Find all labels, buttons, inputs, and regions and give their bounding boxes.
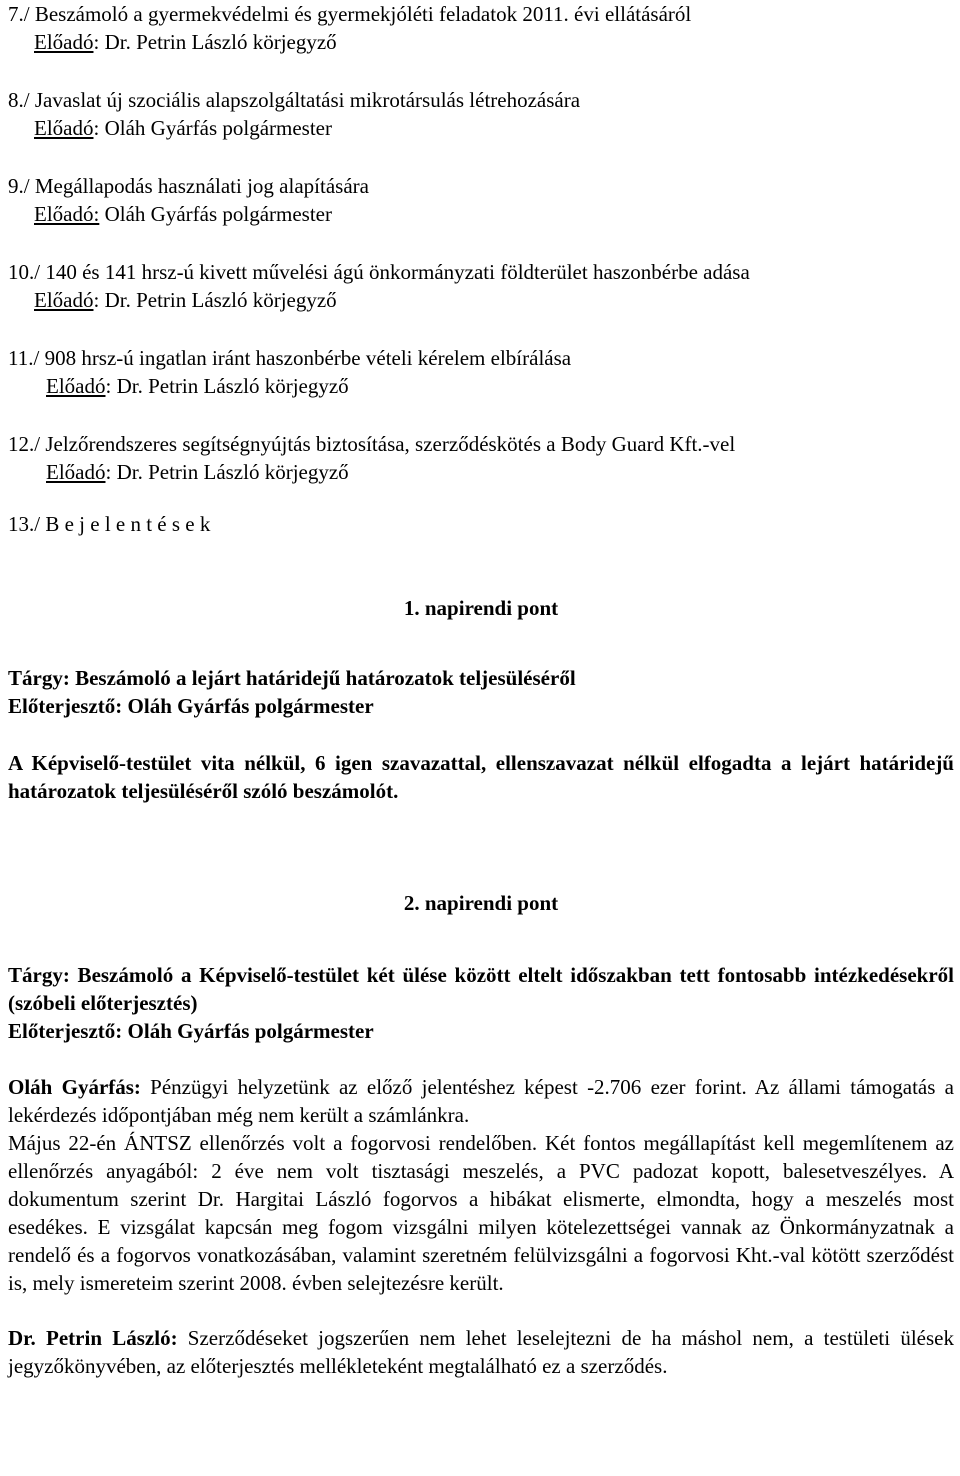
point-1-presenter: Előterjesztő: Oláh Gyárfás polgármester xyxy=(8,694,374,718)
agenda-item-8 xyxy=(8,86,954,142)
speaker-2-paragraph xyxy=(8,1324,954,1380)
agenda-item-10 xyxy=(8,258,954,314)
agenda-item-presenter: Előadó: Oláh Gyárfás polgármester xyxy=(34,116,332,140)
speaker-1-name: Oláh Gyárfás: xyxy=(8,1075,141,1099)
agenda-item-presenter: Előadó: Dr. Petrin László körjegyző xyxy=(34,30,337,54)
point-2-subject: Tárgy: Beszámoló a Képviselő-testület két ülése között eltelt időszakban tett fontosabb intézkedésekről (szóbeli előterjesztés) xyxy=(8,963,954,1015)
speaker-2-text: Szerződéseket jogszerűen nem lehet leselejtezni de ha máshol nem, a testületi ülések jegyzőkönyvében, az előterjesztés mellékleteként megtalálható ez a szerződés. xyxy=(8,1326,954,1378)
speaker-2-name: Dr. Petrin László: xyxy=(8,1326,178,1350)
agenda-item-13: 13./ B e j e l e n t é s e k xyxy=(8,512,211,536)
point-2-heading: 2. napirendi pont xyxy=(403,891,559,915)
agenda-item-title: 12./ Jelzőrendszeres segítségnyújtás biztosítása, szerződéskötés a Body Guard Kft.-vel xyxy=(8,432,736,456)
agenda-item-11 xyxy=(8,344,954,400)
agenda-item-presenter: Előadó: Oláh Gyárfás polgármester xyxy=(34,202,332,226)
speaker-1-paragraph-2: Május 22-én ÁNTSZ ellenőrzés volt a fogorvosi rendelőben. Két fontos megállapítást kell megemlítenem az ellenőrzés anyagából: 2 éve nem volt tisztasági meszelés, a PVC padozat kopott, balesetveszélyes. A dokumentum szerint Dr. Hargitai László fogorvos a hibákat elismerte, elmondta, hogy a meszelés most esedékes. E vizsgálat kapcsán meg fogom vizsgálni milyen kötelezettségei vannak az Önkormányzatnak a rendelő és a fogorvos vonatkozásában, valamint szeretném felülvizsgálni a fogorvosi Kht.-val kötött szerződést is, mely ismereteim szerint 2008. évben selejtezésre került. xyxy=(8,1131,954,1295)
point-1-heading: 1. napirendi pont xyxy=(403,596,559,620)
speaker-1-text: Pénzügyi helyzetünk az előző jelentéshez képest -2.706 ezer forint. Az állami támogatás a lekérdezés időpontjában még nem került a számlánkra. xyxy=(8,1075,954,1127)
point-2-presenter: Előterjesztő: Oláh Gyárfás polgármester xyxy=(8,1019,374,1043)
agenda-list xyxy=(8,0,954,538)
agenda-item-9 xyxy=(8,172,954,228)
document-page xyxy=(8,0,954,1380)
agenda-item-title: 9./ Megállapodás használati jog alapítására xyxy=(8,174,369,198)
agenda-item-presenter: Előadó: Dr. Petrin László körjegyző xyxy=(46,460,349,484)
point-1-subject: Tárgy: Beszámoló a lejárt határidejű határozatok teljesüléséről xyxy=(8,666,576,690)
agenda-item-presenter: Előadó: Dr. Petrin László körjegyző xyxy=(46,374,349,398)
agenda-item-title: 8./ Javaslat új szociális alapszolgáltatási mikrotársulás létrehozására xyxy=(8,88,581,112)
agenda-item-presenter: Előadó: Dr. Petrin László körjegyző xyxy=(34,288,337,312)
agenda-item-12 xyxy=(8,430,954,486)
agenda-item-7 xyxy=(8,0,954,56)
point-1-decision: A Képviselő-testület vita nélkül, 6 igen szavazattal, ellenszavazat nélkül elfogadta a lejárt határidejű határozatok teljesüléséről szóló beszámolót. xyxy=(8,751,954,803)
agenda-item-title: 11./ 908 hrsz-ú ingatlan iránt haszonbérbe vételi kérelem elbírálása xyxy=(8,346,572,370)
agenda-item-title: 7./ Beszámoló a gyermekvédelmi és gyermekjóléti feladatok 2011. évi ellátásáról xyxy=(8,2,692,26)
speaker-1-paragraph xyxy=(8,1073,954,1129)
agenda-item-title: 10./ 140 és 141 hrsz-ú kivett művelési ágú önkormányzati földterület haszonbérbe adása xyxy=(8,260,750,284)
